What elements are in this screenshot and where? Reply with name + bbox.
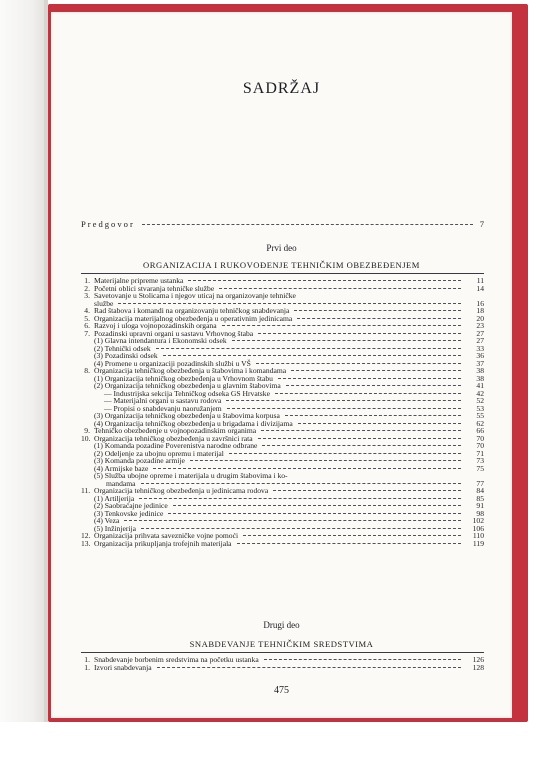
entry-page: 106	[472, 523, 484, 533]
entry-number: 11.	[81, 486, 91, 495]
part1-toc	[81, 277, 484, 547]
entry-title: Rad štabova i komandi na organizovanju tehničkog snabdevanja	[94, 306, 290, 315]
entry-title: (1) Komanda pozadine Poverenistva narodne odbrane	[94, 441, 258, 450]
part2-label: Drugi deo	[263, 620, 300, 630]
leader-dots	[243, 535, 461, 536]
entry-page: 110	[472, 531, 484, 540]
entry-number: 2.	[84, 283, 90, 293]
entry-page: 102	[472, 516, 484, 525]
entry-page: 27	[476, 328, 484, 338]
entry-page: 66	[476, 426, 484, 435]
entry-title: (3) Komanda pozadine armije	[94, 456, 185, 465]
entry-number: 3.	[84, 291, 90, 300]
leader-dots	[173, 505, 461, 506]
leader-dots	[264, 659, 461, 660]
left-facing-page	[0, 0, 46, 722]
entry-page: 14	[476, 283, 484, 293]
entry-title: službe	[94, 298, 114, 308]
toc-entry[interactable]	[81, 472, 484, 480]
leader-dots	[142, 224, 473, 225]
leader-dots	[163, 355, 461, 356]
entry-number: 7.	[84, 328, 90, 338]
toc-entry[interactable]	[81, 664, 484, 672]
entry-title: — Industrijska sekcija Tehničkog odseka GS Hrvatske	[104, 388, 270, 398]
part1-rule	[81, 273, 484, 274]
entry-title: (5) Služba ubojne opreme i materijala u drugim štabovima i ko-	[94, 471, 288, 480]
entry-number: 1.	[84, 655, 90, 664]
entry-title: (1) Artiljerija	[94, 493, 135, 503]
part1-label: Prvi deo	[266, 243, 297, 253]
entry-title: mandama	[106, 478, 136, 488]
toc-entry[interactable]	[81, 517, 484, 525]
toc-entry[interactable]	[81, 540, 484, 548]
entry-page: 119	[472, 538, 484, 548]
toc-entry[interactable]	[81, 487, 484, 495]
entry-number: 9.	[84, 426, 90, 435]
entry-page: 53	[476, 403, 484, 413]
entry-page: 75	[476, 463, 484, 473]
entry-page: 98	[476, 508, 484, 518]
leader-dots	[219, 288, 461, 289]
entry-page: 52	[476, 396, 484, 405]
entry-title: (2) Organizacija tehničkog obezbeđenja u glavnim štabovima	[94, 381, 281, 390]
entry-title: Organizacija tehničkog obezbeđenja u završnici rata	[94, 433, 253, 443]
entry-number: 13.	[81, 538, 91, 548]
entry-title: (4) Organizacija tehničkog obezbeđenja u brigadama i divizijama	[94, 418, 293, 428]
leader-dots	[190, 460, 461, 461]
leader-dots	[258, 333, 461, 334]
leader-dots	[256, 363, 461, 364]
entry-number: 1.	[84, 662, 90, 672]
part1-heading: ORGANIZACIJA I RUKOVOĐENJE TEHNIČKIM OBEZBEĐENJEM	[143, 260, 420, 270]
entry-title: (1) Organizacija tehničkog obezbeđenja u Vrhovnom štabu	[94, 373, 273, 383]
entry-page: 33	[476, 343, 484, 353]
entry-page: 27	[476, 336, 484, 345]
page-title: SADRŽAJ	[242, 80, 321, 97]
leader-dots	[298, 423, 461, 424]
leader-dots	[168, 513, 461, 514]
entry-page: 126	[472, 655, 484, 664]
leader-dots	[118, 303, 461, 304]
entry-page: 20	[476, 313, 484, 323]
entry-title: (4) Promene u organizaciji pozadinskih službi u VŠ	[94, 358, 251, 368]
leader-dots	[222, 325, 461, 326]
leader-dots	[258, 438, 461, 439]
entry-page: 85	[476, 493, 484, 503]
entry-title: — Propisi o snabdevanju naoružanjem	[104, 403, 222, 413]
entry-title: (2) Odeljenje za ubojnu opremu i materijal	[94, 448, 224, 458]
entry-number: 1.	[84, 276, 90, 285]
entry-page: 18	[476, 306, 484, 315]
toc-entry[interactable]	[81, 292, 484, 300]
leader-dots	[141, 528, 461, 529]
foreword-entry[interactable]	[81, 218, 484, 230]
entry-page: 41	[476, 381, 484, 390]
entry-title: Izvori snabdevanja	[94, 662, 152, 672]
entry-page: 23	[476, 321, 484, 330]
entry-title: — Materijalni organi u sastavu rodova	[104, 396, 222, 405]
entry-page: 84	[476, 486, 484, 495]
entry-title: Savetovanje u Stolicama i njegov uticaj na organizovanje tehničke	[94, 291, 296, 300]
entry-page: 55	[476, 411, 484, 420]
entry-title: (5) Inžinjerija	[94, 523, 136, 533]
entry-title: Organizacija prikupljanja trofejnih materijala	[94, 538, 232, 548]
entry-number: 5.	[84, 313, 90, 323]
entry-number: 8.	[84, 366, 90, 375]
leader-dots	[188, 280, 461, 281]
leader-dots	[156, 348, 461, 349]
leader-dots	[286, 385, 461, 386]
entry-title: Razvoj i uloga vojnopozadinskih organa	[94, 321, 217, 330]
entry-title: (3) Tenkovske jedinice	[94, 508, 164, 518]
leader-dots	[262, 445, 461, 446]
entry-title: Organizacija materijalnog obezbeđenja u operativnim jedinicama	[94, 313, 293, 323]
entry-page: 36	[476, 351, 484, 360]
entry-title: Organizacija tehničkog obezbeđenja u jedinicama rodova	[94, 486, 269, 495]
entry-title: (3) Pozadinski odsek	[94, 351, 158, 360]
page-number: 475	[274, 685, 289, 696]
leader-dots	[141, 483, 461, 484]
entry-page: 71	[476, 448, 484, 458]
entry-title: Tehničko obezbeđenje u vojnopozadinskim organima	[94, 426, 257, 435]
entry-page: 42	[476, 388, 484, 398]
leader-dots	[273, 490, 461, 491]
entry-title: (4) Armijske baze	[94, 463, 149, 473]
leader-dots	[297, 318, 461, 319]
entry-title: (3) Organizacija tehničkog obezbeđenja u štabovima korpusa	[94, 411, 280, 420]
entry-title: Materijalne pripreme ustanka	[94, 276, 184, 285]
entry-title: Početni oblici stvaranja tehničke službe	[94, 283, 215, 293]
entry-number: 4.	[84, 306, 90, 315]
leader-dots	[226, 400, 461, 401]
entry-page: 128	[472, 662, 484, 672]
entry-title: (2) Tehnički odsek	[94, 343, 151, 353]
entry-title: (4) Veza	[94, 516, 120, 525]
entry-page: 11	[476, 276, 484, 285]
entry-number: 10.	[81, 433, 91, 443]
entry-page: 62	[476, 418, 484, 428]
entry-number: 6.	[84, 321, 90, 330]
leader-dots	[157, 667, 461, 668]
entry-page: 16	[476, 298, 484, 308]
leader-dots	[278, 378, 461, 379]
part2-heading: SNABDEVANJE TEHNIČKIM SREDSTVIMA	[189, 639, 374, 649]
part2-rule	[81, 652, 484, 653]
entry-title: (2) Saobraćajne jedinice	[94, 501, 168, 510]
entry-title: Organizacija tehničkog obezbeđenja u štabovima i komandama	[94, 366, 287, 375]
entry-page: 70	[476, 441, 484, 450]
foreword-label: Predgovor	[81, 219, 135, 229]
foreword-page: 7	[479, 219, 484, 229]
leader-dots	[291, 370, 461, 371]
entry-page: 38	[476, 366, 484, 375]
entry-number: 12.	[81, 531, 91, 540]
entry-page: 37	[476, 358, 484, 368]
entry-page: 91	[476, 501, 484, 510]
leader-dots	[229, 453, 461, 454]
leader-dots	[261, 430, 461, 431]
part2-toc	[81, 656, 484, 671]
toc-entry[interactable]	[81, 510, 484, 518]
entry-page: 70	[476, 433, 484, 443]
leader-dots	[275, 393, 461, 394]
entry-title: Pozadinski upravni organi u sastavu Vrhovnog štaba	[94, 328, 254, 338]
book-page	[51, 12, 512, 718]
leader-dots	[227, 408, 461, 409]
entry-title: (1) Glavna intendantura i Ekonomski odsek	[94, 336, 227, 345]
leader-dots	[139, 498, 461, 499]
leader-dots	[294, 310, 461, 311]
entry-page: 73	[476, 456, 484, 465]
leader-dots	[285, 415, 461, 416]
leader-dots	[153, 468, 461, 469]
entry-page: 38	[476, 373, 484, 383]
entry-page: 77	[476, 478, 484, 488]
leader-dots	[232, 340, 461, 341]
entry-title: Organizacija prihvata savezničke vojne pomoći	[94, 531, 239, 540]
entry-title: Snabdevanje borbenim sredstvima na početku ustanka	[94, 655, 259, 664]
leader-dots	[124, 520, 461, 521]
leader-dots	[237, 543, 461, 544]
